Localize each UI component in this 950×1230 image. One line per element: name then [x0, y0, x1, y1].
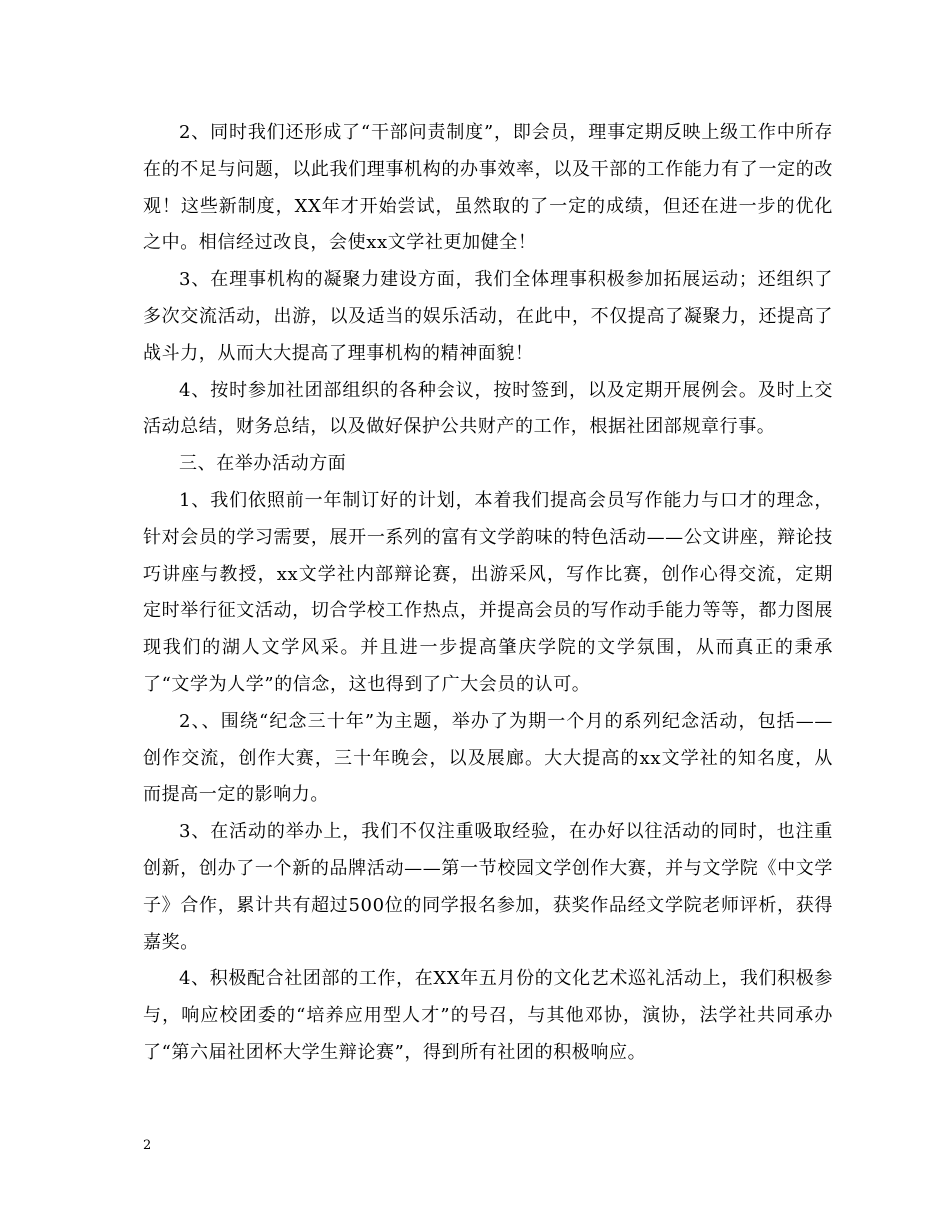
paragraph-meetings: 4、按时参加社团部组织的各种会议，按时签到，以及定期开展例会。及时上交活动总结，财务总结，以及做好保护公共财产的工作，根据社团部规章行事。	[143, 379, 833, 438]
paragraph-innovation: 3、在活动的举办上，我们不仅注重吸取经验，在办好以往活动的同时，也注重创新，创办了一个新的品牌活动——第一节校园文学创作大赛，并与文学院《中文学子》合作，累计共有超过500位的同学报名参加，获奖作品经文学院老师评析，获得嘉奖。	[143, 821, 833, 953]
paragraph-thirtieth-anniversary: 2、、围绕“纪念三十年”为主题，举办了为期一个月的系列纪念活动，包括——创作交流，创作大赛，三十年晚会，以及展廊。大大提高的xx文学社的知名度，从而提高一定的影响力。	[143, 710, 833, 806]
paragraph-activity-plan: 1、我们依照前一年制订好的计划，本着我们提高会员写作能力与口才的理念，针对会员的学习需要，展开一系列的富有文学韵味的特色活动——公文讲座，辩论技巧讲座与教授，xx文学社内部辩论赛，出游采风，写作比赛，创作心得交流，定期定时举行征文活动，切合学校工作热点，并提高会员的写作动手能力等等，都力图展现我们的湖人文学风采。并且进一步提高肇庆学院的文学氛围，从而真正的秉承了“文学为人学”的信念，这也得到了广大会员的认可。	[143, 489, 833, 695]
paragraph-cadre-accountability: 2、同时我们还形成了“干部问责制度”，即会员，理事定期反映上级工作中所存在的不足与问题，以此我们理事机构的办事效率，以及干部的工作能力有了一定的改观！这些新制度，XX年才开始尝试，虽然取的了一定的成绩，但还在进一步的优化之中。相信经过改良，会使xx文学社更加健全！	[143, 122, 833, 254]
page-number: 2	[143, 1138, 152, 1153]
paragraph-cohesion-building: 3、在理事机构的凝聚力建设方面，我们全体理事积极参加拓展运动；还组织了多次交流活动，出游，以及适当的娱乐活动，在此中，不仅提高了凝聚力，还提高了战斗力，从而大大提高了理事机构的精神面貌！	[143, 269, 833, 364]
body-text	[143, 115, 833, 1072]
paragraph-debate-contest: 4、积极配合社团部的工作，在XX年五月份的文化艺术巡礼活动上，我们积极参与，响应校团委的“培养应用型人才”的号召，与其他邓协，演协，法学社共同承办了“第六届社团杯大学生辩论赛”，得到所有社团的积极响应。	[143, 968, 833, 1063]
section-heading-activities: 三、在举办活动方面	[179, 453, 347, 475]
